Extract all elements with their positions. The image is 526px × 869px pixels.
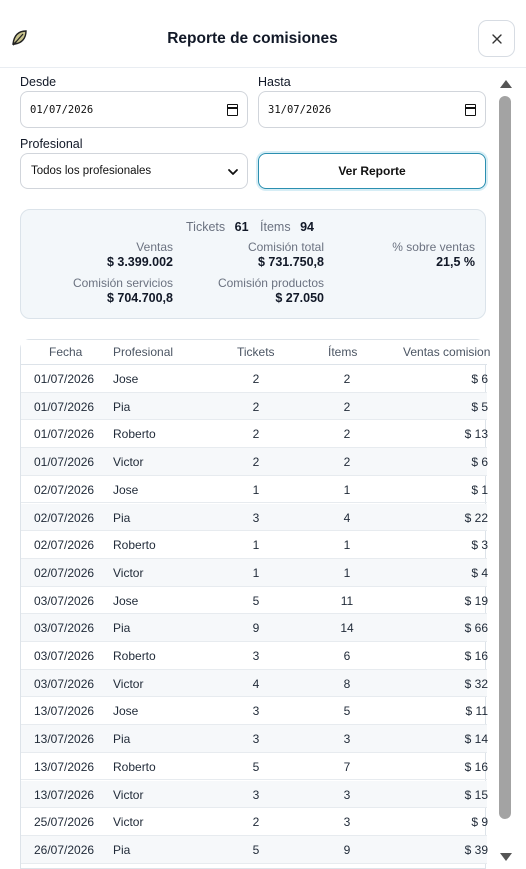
comision-productos-metric bbox=[174, 276, 324, 306]
cell-ventas-comision: $ 6 bbox=[471, 372, 488, 386]
cell-ventas-comision: $ 15 bbox=[464, 787, 488, 802]
desde-date-value: 01/07/2026 bbox=[30, 103, 94, 116]
tickets-label: Tickets bbox=[186, 220, 226, 234]
cell-ventas-comision: $ 16 bbox=[464, 759, 488, 774]
cell-tickets: 5 bbox=[252, 759, 260, 774]
cell-items: 8 bbox=[343, 676, 351, 691]
table-row[interactable] bbox=[21, 753, 487, 781]
header-ventas-comision: Ventas comision bbox=[403, 345, 491, 359]
cell-items: 3 bbox=[343, 815, 351, 830]
table-row[interactable] bbox=[21, 697, 487, 725]
cell-items: 1 bbox=[343, 565, 351, 580]
cell-fecha: 01/07/2026 bbox=[34, 455, 95, 470]
ventas-label: Ventas bbox=[136, 240, 173, 254]
cell-fecha: 13/07/2026 bbox=[34, 759, 95, 774]
cell-tickets: 2 bbox=[252, 399, 260, 414]
cell-profesional: Roberto bbox=[113, 649, 156, 663]
comision-total-metric bbox=[174, 240, 324, 270]
profesional-select[interactable] bbox=[20, 153, 248, 189]
table-header bbox=[21, 340, 491, 365]
table-row[interactable] bbox=[21, 393, 487, 421]
cell-profesional: Pia bbox=[113, 732, 131, 747]
table-row[interactable] bbox=[21, 781, 487, 809]
porcentaje-metric bbox=[325, 240, 475, 270]
header-profesional: Profesional bbox=[113, 345, 174, 359]
cell-profesional: Pia bbox=[113, 842, 131, 857]
cell-profesional: Jose bbox=[113, 482, 139, 497]
cell-items: 4 bbox=[343, 510, 351, 525]
dialog-title: Reporte de comisiones bbox=[167, 30, 338, 47]
comision-total-label: Comisión total bbox=[247, 240, 324, 254]
cell-tickets: 1 bbox=[252, 565, 260, 580]
cell-items: 7 bbox=[343, 759, 351, 774]
hasta-date-input[interactable] bbox=[258, 91, 486, 128]
cell-items: 1 bbox=[343, 538, 351, 553]
scroll-up-arrow-icon[interactable] bbox=[500, 80, 512, 88]
cell-fecha: 02/07/2026 bbox=[34, 510, 95, 525]
table-row[interactable] bbox=[21, 365, 487, 393]
cell-ventas-comision: $ 1 bbox=[471, 482, 488, 497]
cell-ventas-comision: $ 66 bbox=[464, 621, 488, 636]
summary-totals-line bbox=[21, 220, 487, 234]
cell-fecha: 03/07/2026 bbox=[34, 676, 95, 691]
hasta-label: Hasta bbox=[258, 75, 291, 89]
cell-fecha: 13/07/2026 bbox=[34, 732, 95, 747]
cell-ventas-comision: $ 39 bbox=[464, 842, 488, 857]
ventas-value: $ 3.399.002 bbox=[106, 255, 173, 269]
hasta-date-value: 31/07/2026 bbox=[268, 103, 332, 116]
cell-items: 1 bbox=[343, 482, 351, 497]
cell-items: 2 bbox=[343, 372, 351, 386]
cell-ventas-comision: $ 4 bbox=[471, 565, 488, 580]
cell-profesional: Roberto bbox=[113, 427, 156, 442]
cell-fecha: 02/07/2026 bbox=[34, 482, 95, 497]
cell-fecha: 01/07/2026 bbox=[34, 399, 95, 414]
cell-tickets: 3 bbox=[252, 732, 260, 747]
table-row[interactable] bbox=[21, 587, 487, 615]
cell-tickets: 2 bbox=[252, 427, 260, 442]
cell-profesional: Victor bbox=[113, 787, 144, 802]
cell-tickets: 1 bbox=[252, 538, 260, 553]
table-row[interactable] bbox=[21, 531, 487, 559]
comision-servicios-metric bbox=[23, 276, 173, 306]
cell-profesional: Roberto bbox=[113, 538, 156, 553]
comision-productos-label: Comisión productos bbox=[217, 276, 324, 290]
cell-fecha: 01/07/2026 bbox=[34, 427, 95, 442]
calendar-icon[interactable] bbox=[465, 104, 476, 116]
cell-ventas-comision: $ 32 bbox=[464, 676, 488, 691]
close-button[interactable] bbox=[478, 20, 515, 57]
cell-profesional: Pia bbox=[113, 510, 131, 525]
porcentaje-label: % sobre ventas bbox=[392, 240, 475, 254]
table-row[interactable] bbox=[21, 420, 487, 448]
cell-ventas-comision: $ 6 bbox=[471, 455, 488, 470]
cell-tickets: 2 bbox=[252, 815, 260, 830]
table-row[interactable] bbox=[21, 836, 487, 864]
cell-profesional: Jose bbox=[113, 593, 139, 608]
cell-items: 14 bbox=[340, 621, 354, 636]
table-row[interactable] bbox=[21, 725, 487, 753]
cell-profesional: Pia bbox=[113, 399, 131, 414]
cell-ventas-comision: $ 19 bbox=[464, 593, 488, 608]
cell-tickets: 2 bbox=[252, 372, 260, 386]
items-value: 94 bbox=[300, 220, 314, 234]
cell-fecha: 13/07/2026 bbox=[34, 704, 95, 719]
cell-items: 5 bbox=[343, 704, 351, 719]
cell-ventas-comision: $ 11 bbox=[465, 704, 488, 719]
cell-profesional: Jose bbox=[113, 372, 139, 386]
table-row[interactable] bbox=[21, 670, 487, 698]
cell-ventas-comision: $ 22 bbox=[464, 510, 488, 525]
porcentaje-value: 21,5 % bbox=[436, 255, 475, 269]
cell-fecha: 02/07/2026 bbox=[34, 565, 95, 580]
cell-fecha: 26/07/2026 bbox=[34, 842, 95, 857]
cell-fecha: 03/07/2026 bbox=[34, 649, 95, 663]
cell-items: 3 bbox=[343, 732, 351, 747]
cell-items: 2 bbox=[343, 455, 351, 470]
cell-fecha: 03/07/2026 bbox=[34, 621, 95, 636]
scroll-thumb[interactable] bbox=[499, 96, 511, 819]
table-row[interactable] bbox=[21, 642, 487, 670]
table-row[interactable] bbox=[21, 614, 487, 642]
cell-fecha: 13/07/2026 bbox=[34, 787, 95, 802]
comision-servicios-value: $ 704.700,8 bbox=[106, 291, 173, 305]
cell-fecha: 25/07/2026 bbox=[34, 815, 95, 830]
dialog-header bbox=[0, 0, 526, 68]
header-fecha: Fecha bbox=[49, 345, 83, 359]
cell-items: 6 bbox=[343, 649, 351, 663]
cell-profesional: Victor bbox=[113, 565, 144, 580]
cell-items: 2 bbox=[343, 427, 351, 442]
vertical-scrollbar[interactable] bbox=[497, 78, 513, 865]
profesional-label: Profesional bbox=[20, 137, 83, 151]
calendar-icon[interactable] bbox=[227, 104, 238, 116]
cell-fecha: 03/07/2026 bbox=[34, 593, 95, 608]
cell-profesional: Pia bbox=[113, 621, 131, 636]
cell-ventas-comision: $ 5 bbox=[471, 399, 488, 414]
comision-servicios-label: Comisión servicios bbox=[72, 276, 173, 290]
cell-tickets: 5 bbox=[252, 842, 260, 857]
ventas-metric bbox=[23, 240, 173, 270]
tickets-value: 61 bbox=[234, 220, 249, 234]
cell-fecha: 02/07/2026 bbox=[34, 538, 95, 553]
cell-tickets: 3 bbox=[252, 704, 260, 719]
cell-tickets: 9 bbox=[252, 621, 260, 636]
cell-tickets: 2 bbox=[252, 455, 260, 470]
cell-tickets: 3 bbox=[252, 787, 260, 802]
table-row[interactable] bbox=[21, 504, 487, 532]
cell-tickets: 5 bbox=[252, 593, 260, 608]
comision-total-value: $ 731.750,8 bbox=[257, 255, 324, 269]
cell-profesional: Victor bbox=[113, 815, 144, 830]
cell-profesional: Jose bbox=[113, 704, 139, 719]
cell-profesional: Victor bbox=[113, 676, 144, 691]
cell-ventas-comision: $ 9 bbox=[471, 815, 488, 830]
profesional-select-value: Todos los profesionales bbox=[31, 165, 152, 177]
table-row[interactable] bbox=[21, 448, 487, 476]
cell-items: 2 bbox=[343, 399, 351, 414]
cell-items: 11 bbox=[340, 593, 354, 608]
desde-label: Desde bbox=[20, 75, 57, 89]
header-tickets: Tickets bbox=[237, 345, 275, 359]
ver-reporte-button[interactable]: Ver Reporte bbox=[258, 153, 486, 189]
summary-card bbox=[20, 209, 486, 319]
cell-ventas-comision: $ 16 bbox=[464, 649, 488, 663]
scroll-down-arrow-icon[interactable] bbox=[500, 853, 512, 861]
items-label: Ítems bbox=[260, 220, 291, 234]
cell-tickets: 1 bbox=[252, 482, 260, 497]
cell-profesional: Roberto bbox=[113, 759, 156, 774]
header-items: Ítems bbox=[328, 345, 358, 359]
cell-items: 9 bbox=[343, 842, 351, 857]
table-row[interactable] bbox=[21, 808, 487, 836]
close-icon bbox=[491, 33, 503, 45]
table-row[interactable] bbox=[21, 559, 487, 587]
comision-productos-value: $ 27.050 bbox=[275, 291, 324, 305]
cell-tickets: 3 bbox=[252, 510, 260, 525]
cell-profesional: Victor bbox=[113, 455, 144, 470]
cell-ventas-comision: $ 14 bbox=[464, 732, 488, 747]
desde-date-input[interactable] bbox=[20, 91, 248, 128]
cell-tickets: 3 bbox=[252, 649, 260, 663]
cell-fecha: 01/07/2026 bbox=[34, 372, 95, 386]
cell-items: 3 bbox=[343, 787, 351, 802]
cell-ventas-comision: $ 13 bbox=[464, 427, 488, 442]
cell-tickets: 4 bbox=[252, 676, 260, 691]
table-row[interactable] bbox=[21, 476, 487, 504]
chevron-down-icon bbox=[226, 165, 240, 179]
cell-ventas-comision: $ 3 bbox=[471, 538, 488, 553]
commissions-table[interactable] bbox=[20, 339, 491, 869]
